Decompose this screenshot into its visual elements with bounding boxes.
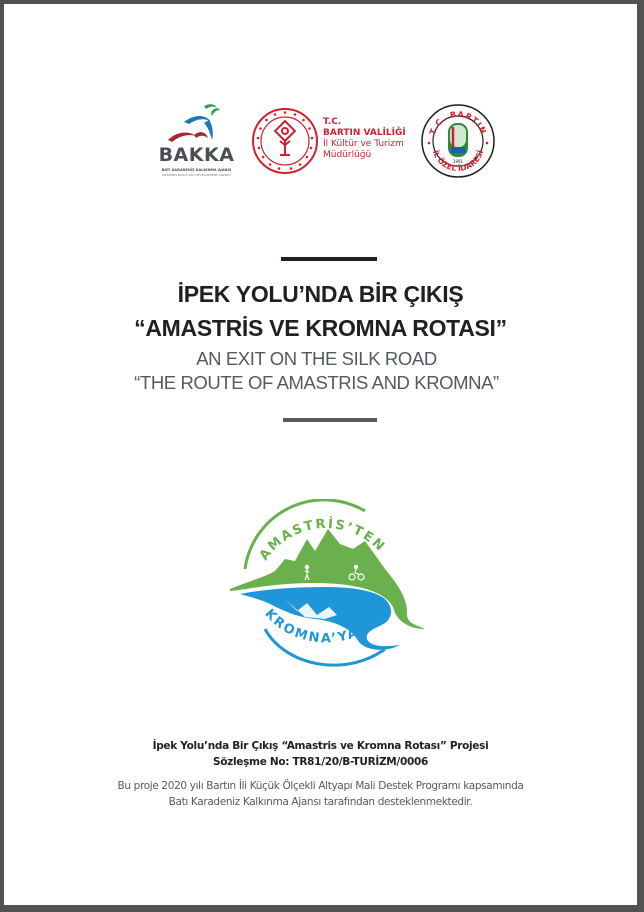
contract-number: Sözleşme No: TR81/20/B-TURİZM/0006 [213, 756, 428, 768]
bakka-logo [154, 102, 239, 180]
document-page [4, 4, 637, 905]
valilik-text [323, 117, 406, 161]
bakka-wordmark: BAKKA [158, 144, 235, 166]
subtitle-line-1: AN EXIT ON THE SILK ROAD [196, 348, 437, 369]
svg-text:T.C. BARTIN: T.C. BARTIN [427, 109, 489, 136]
valilik-tc: T.C. [323, 117, 342, 127]
divider-top [281, 257, 377, 261]
svg-text:AMASTRİS’TEN: AMASTRİS’TEN [256, 516, 389, 564]
ozel-idare-emblem-icon [420, 103, 496, 179]
mountain-lake-route-icon [225, 499, 425, 669]
bartin-valiligi-logo [251, 105, 411, 177]
bakka-subtitle-tr: BATI KARADENİZ KALKINMA AJANSI [161, 168, 232, 172]
project-name: İpek Yolu’nda Bir Çıkış “Amastris ve Kromna Rotası” Projesi [152, 740, 489, 752]
bakka-birds-icon [154, 102, 239, 147]
route-logo [225, 499, 425, 669]
valilik-dept-line2: Müdürlüğü [323, 150, 372, 160]
valilik-dept-line1: İl Kültür ve Turizm [323, 139, 404, 149]
funding-note-line-2: Batı Karadeniz Kalkınma Ajansı tarafından desteklenmektedir. [168, 796, 473, 808]
subtitle-line-2: “THE ROUTE OF AMASTRIS AND KROMNA” [134, 372, 499, 393]
svg-text:1991: 1991 [452, 159, 464, 164]
partner-logos [4, 4, 637, 184]
bakka-subtitle-en: WESTERN BLACK SEA DEVELOPMENT AGENCY [161, 173, 232, 177]
ozel-idare-logo [420, 103, 496, 179]
title-line-2: “AMASTRİS VE KROMNA ROTASI” [134, 315, 507, 341]
divider-bottom [283, 418, 377, 422]
title-line-1: İPEK YOLU’NDA BİR ÇIKIŞ [177, 281, 464, 307]
ministry-emblem-icon [251, 105, 319, 177]
funding-note-line-1: Bu proje 2020 yılı Bartın İli Küçük Ölçekli Altyapı Mali Destek Programı kapsamında [117, 780, 524, 792]
svg-text:İL ÖZEL İDARESİ: İL ÖZEL İDARESİ [430, 149, 486, 174]
svg-text:KROMNA’YA: KROMNA’YA [261, 606, 362, 647]
valilik-name: BARTIN VALİLİĞİ [323, 128, 406, 138]
